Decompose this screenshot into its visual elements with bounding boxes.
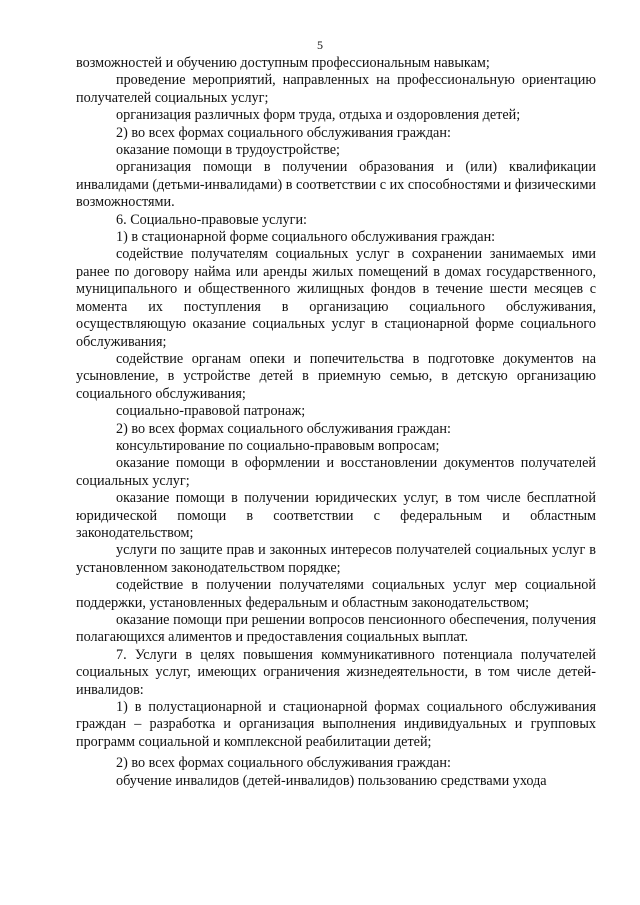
paragraph: 1) в стационарной форме социального обслуживания граждан: <box>116 229 496 246</box>
paragraph: 1) в полустационарной и стационарной формах социального обслуживания граждан – разработка и организация выполнения индивидуальных и групповых программ социальной и комплексной реабилитации детей; <box>76 699 596 750</box>
paragraph: оказание помощи в оформлении и восстановлении документов получателей социальных услуг; <box>76 455 596 489</box>
page-number: 5 <box>317 38 323 52</box>
paragraph: возможностей и обучению доступным профессиональным навыкам; <box>76 55 490 71</box>
paragraph: содействие в получении получателями социальных услуг мер социальной поддержки, установленных федеральным и областным законодательством; <box>76 577 596 611</box>
paragraph: организация различных форм труда, отдыха и оздоровления детей; <box>116 107 521 124</box>
paragraph: содействие органам опеки и попечительства в подготовке документов на усыновление, в устройстве детей в приемную семью, в детскую организацию социального обслуживания; <box>76 350 596 402</box>
paragraph: 2) во всех формах социального обслуживания граждан: <box>116 755 451 772</box>
paragraph: 2) во всех формах социального обслуживания граждан: <box>116 124 451 141</box>
paragraph: оказание помощи в трудоустройстве; <box>116 142 340 159</box>
paragraph: услуги по защите прав и законных интересов получателей социальных услуг в установленном законодательством порядке; <box>76 542 596 576</box>
paragraph: организация помощи в получении образования и (или) квалификации инвалидами (детьми-инвалидами) в соответствии с их способностями и физическими возможностями. <box>76 159 597 211</box>
paragraph: обучение инвалидов (детей-инвалидов) пользованию средствами ухода <box>116 772 547 789</box>
paragraph: проведение мероприятий, направленных на профессиональную ориентацию получателей социальных услуг; <box>76 72 596 106</box>
document-body <box>76 55 596 790</box>
section-heading: 6. Социально-правовые услуги: <box>116 211 307 228</box>
paragraph: 2) во всех формах социального обслуживания граждан: <box>116 420 451 437</box>
paragraph: консультирование по социально-правовым вопросам; <box>116 437 440 454</box>
paragraph: содействие получателям социальных услуг в сохранении занимаемых ими ранее по договору найма или аренды жилых помещений в домах государственного, муниципального и общественного жилищных фондов в течение шести месяцев с момента их поступления в организацию социального обслуживания, осуществляющую оказание социальных услуг в стационарной форме социального обслуживания; <box>76 246 596 350</box>
section-heading: 7. Услуги в целях повышения коммуникативного потенциала получателей социальных услуг, имеющих ограничения жизнедеятельности, в том числе детей-инвалидов: <box>76 646 596 698</box>
paragraph: оказание помощи в получении юридических услуг, в том числе бесплатной юридической помощи в соответствии с федеральным и областным законодательством; <box>76 490 596 541</box>
paragraph: социально-правовой патронаж; <box>116 403 306 420</box>
paragraph: оказание помощи при решении вопросов пенсионного обеспечения, получения полагающихся алиментов и предоставления социальных выплат. <box>76 612 596 646</box>
